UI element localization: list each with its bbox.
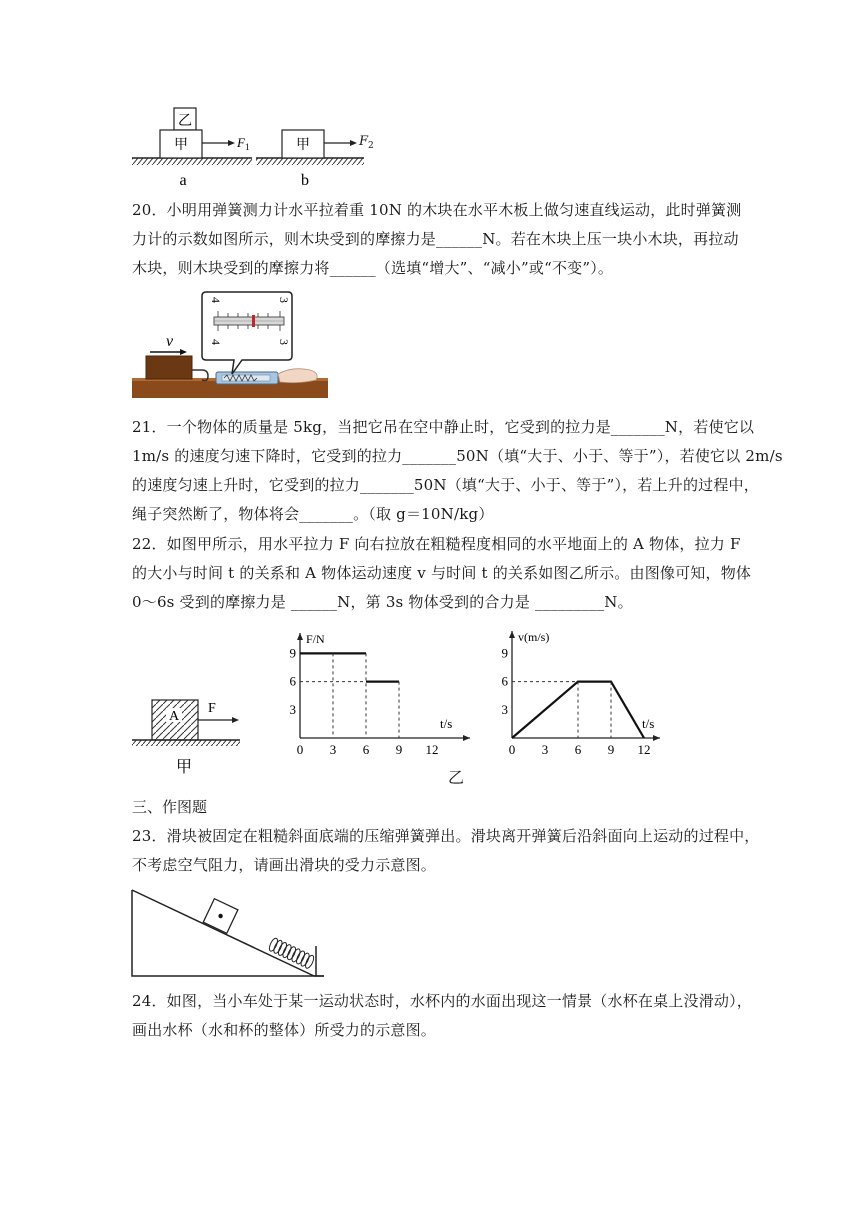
y-tick-label: 6: [501, 673, 508, 689]
y-axis-arrow: [297, 633, 303, 640]
x-axis-label: t/s: [440, 716, 453, 731]
y-axis-label: v(m/s): [518, 630, 550, 644]
q24-line-1: 24．如图，当小车处于某一运动状态时，水杯内的水面出现这一情景（水杯在桌上没滑动），: [132, 992, 752, 1010]
x-tick-label: 3: [329, 742, 337, 757]
force-f-label: F: [208, 701, 216, 716]
block-a-label: A: [168, 709, 180, 724]
x-tick-label: 3: [541, 742, 549, 757]
y-axis-label: F/N: [306, 632, 325, 646]
y-tick-label: 3: [289, 701, 296, 717]
force-f1-sub: 1: [245, 142, 250, 152]
x-tick-label: 6: [574, 742, 582, 757]
scale-mark-4-bottom: 4: [209, 339, 223, 345]
question-24: [132, 987, 752, 1045]
scale-mark-4-top: 4: [209, 297, 223, 303]
x-tick-label: 12: [637, 742, 651, 757]
x-tick-label: 0: [508, 742, 516, 757]
q21-line-3: 的速度匀速上升时，它受到的拉力_______50N（填“大于、小于、等于”），若上升的过程中，: [132, 476, 759, 494]
chart-force-time: [280, 625, 475, 760]
block-jia-b-label: 甲: [296, 138, 310, 153]
x-tick-label: 6: [362, 742, 370, 757]
block-yi-label: 乙: [178, 114, 192, 129]
caption-jia: 甲: [175, 759, 193, 776]
label-a: a: [179, 172, 187, 189]
x-tick-label: 12: [425, 742, 439, 757]
q23-line-1: 23．滑块被固定在粗糙斜面底端的压缩弹簧弹出。滑块离开弹簧后沿斜面向上运动的过程中，: [132, 827, 760, 845]
q23-line-2: 不考虑空气阻力，请画出滑块的受力示意图。: [132, 856, 437, 874]
figure-ab-blocks: [128, 98, 368, 190]
question-20: [132, 196, 742, 283]
question-22: [132, 530, 752, 617]
x-axis-arrow: [653, 735, 660, 741]
block-jia-a-label: 甲: [174, 138, 188, 153]
velocity-label: v: [166, 333, 174, 350]
q22-line-2: 的大小与时间 t 的关系和 A 物体运动速度 v 与时间 t 的关系如图乙所示。由图像可知，物体: [132, 564, 752, 582]
force-f2-label: $F_2$: [359, 134, 374, 151]
chart-velocity-time: [492, 625, 674, 760]
wood-block: [146, 356, 192, 379]
question-23: [132, 822, 760, 880]
x-axis-label: t/s: [642, 716, 655, 731]
q24-line-2: 画出水杯（水和杯的整体）所受力的示意图。: [132, 1021, 437, 1039]
q21-line-2: 1m/s 的速度匀速下降时，它受到的拉力_______50N（填“大于、小于、等于”），若使它以 2m/s: [132, 447, 783, 465]
q20-line-1: 20．小明用弹簧测力计水平拉着重 10N 的木块在水平木板上做匀速直线运动，此时弹簧测: [132, 201, 742, 219]
scale-mark-3-bottom: 3: [277, 339, 291, 345]
scale-mark-3-top: 3: [277, 297, 291, 303]
q21-line-1: 21．一个物体的质量是 5kg，当把它吊在空中静止时，它受到的拉力是_______N，若使它以: [132, 418, 755, 436]
question-21: [132, 413, 783, 529]
caption-yi: 乙: [448, 768, 465, 787]
force-f1-label: F: [237, 135, 245, 150]
y-tick-label: 6: [289, 673, 296, 689]
x-tick-label: 9: [395, 742, 403, 757]
section-title: 三、作图题: [132, 798, 208, 816]
q21-line-4: 绳子突然断了，物体将会_______。（取 g＝10N/kg）: [132, 505, 494, 523]
q20-line-3: 木块，则木块受到的摩擦力将______（选填“增大”、“减小”或“不变”）。: [132, 259, 614, 277]
label-b: b: [301, 172, 309, 189]
q22-line-3: 0～6s 受到的摩擦力是 ______N，第 3s 物体受到的合力是 _________N。: [132, 593, 633, 611]
q20-line-2: 力计的示数如图所示，则木块受到的摩擦力是______N。若在木块上压一块小木块，再拉动: [132, 230, 739, 248]
spring-scale-figure: [130, 290, 330, 402]
q22-line-1: 22．如图甲所示，用水平拉力 F 向右拉放在粗糙程度相同的水平地面上的 A 物体，拉力 F: [132, 535, 741, 553]
y-tick-label: 9: [289, 645, 296, 661]
incline-spring-figure: [128, 886, 328, 980]
x-tick-label: 0: [296, 742, 304, 757]
y-tick-label: 3: [501, 701, 508, 717]
y-axis-arrow: [509, 631, 515, 638]
x-tick-label: 9: [607, 742, 615, 757]
x-axis-arrow: [463, 735, 470, 741]
y-tick-label: 9: [501, 645, 508, 661]
figure-jia: [128, 690, 248, 780]
